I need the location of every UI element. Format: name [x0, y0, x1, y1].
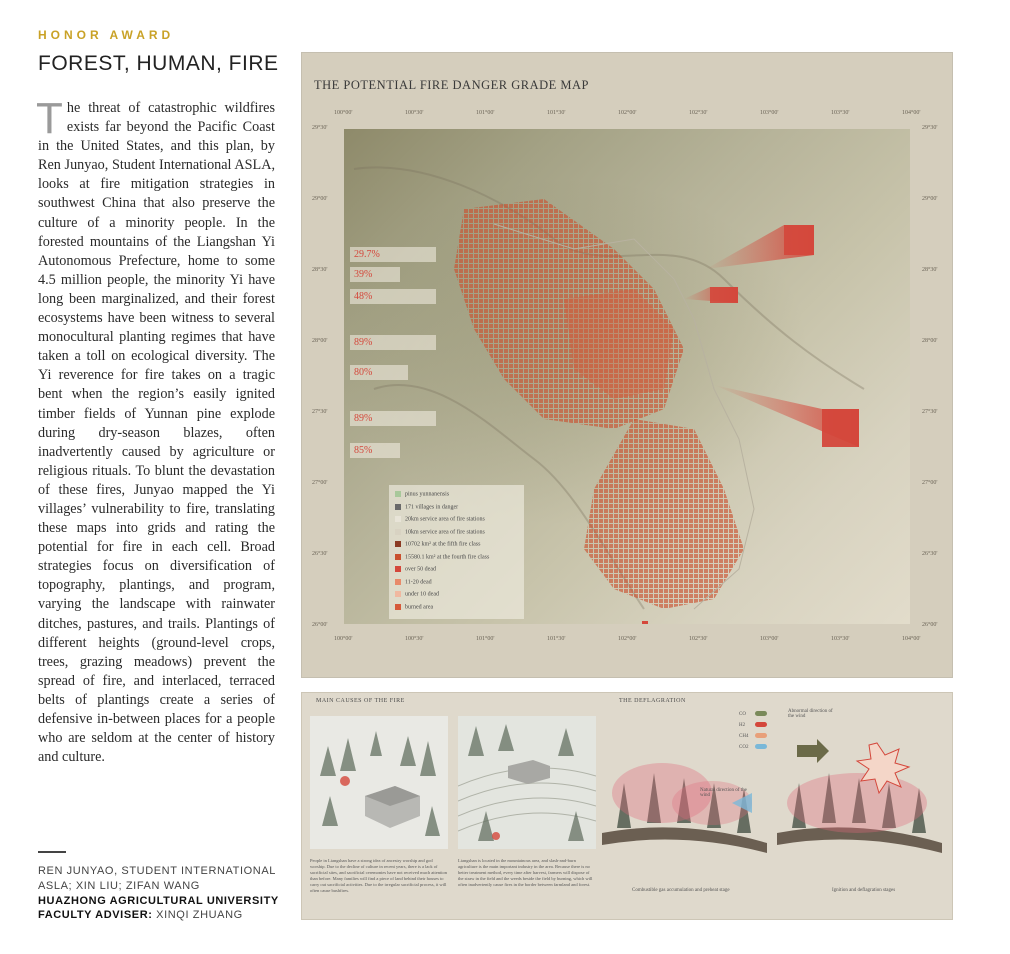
percent-label: 85%	[354, 445, 373, 456]
latitude-tick: 29°30'	[312, 125, 328, 131]
article-body	[36, 94, 275, 767]
legend-item	[395, 554, 489, 560]
legend-swatch	[395, 529, 401, 535]
credits-line-2: ASLA; XIN LIU; ZIFAN WANG	[38, 879, 200, 892]
legend-swatch	[395, 566, 401, 572]
legend-swatch	[395, 516, 401, 522]
deflagration-illustration	[777, 723, 942, 883]
legend-swatch	[395, 541, 401, 547]
latitude-tick: 26°00'	[922, 622, 938, 628]
longitude-tick: 102°00'	[618, 110, 637, 116]
latitude-tick: 29°00'	[312, 196, 328, 202]
article-body-text: he threat of catastrophic wildfires exists far beyond the Pacific Coast in the United States, and this plan, by Ren Junyao, Student International ASLA, looks at fire mitigation strategies in southwest China that also preserve the culture of a minority people. In the forested mountains of the Liangshan Yi Autonomous Prefecture, home to some 4.5 million people, the minority Yi have long been marginalized, and their forest ecosystems have been witness to several monocultural planting regimes that have taken a toll on ecological diversity. The Yi reverence for fire takes on a tragic bent when the region’s easily ignited timber fields of Yunnan pine explode during dry-season blazes, often inadvertently caused by agriculture or religious rituals. To blunt the devastation of these fires, Junyao mapped the Yi villages’ vulnerability to fire, translating these maps into grids and rating the potential for fire in each cell. Broad strategies focus on diversification of topography, plantings, and program, varying the landscape with rainwater ditches, pastures, and trails. Plantings of different heights (ground-level crops, trees, grazing meadows) prevent the spread of fire, and interlaced, terraced belts of plantings create a series of defensive in-between places for a people who are seldom at the center of history and culture.	[38, 100, 275, 766]
stage-2-caption: Ignition and deflagration stages	[832, 888, 896, 893]
longitude-tick: 101°30'	[547, 110, 566, 116]
gas-swatch	[755, 711, 767, 716]
legend-item	[395, 516, 485, 522]
legend-item	[395, 504, 458, 510]
longitude-tick: 103°30'	[831, 636, 850, 642]
drop-cap: T	[36, 94, 63, 143]
legend-item	[395, 491, 449, 497]
legend-label: 15580.1 km² at the fourth fire class	[405, 553, 490, 560]
legend-swatch	[395, 591, 401, 597]
percent-label: 89%	[354, 337, 373, 348]
causes-label: MAIN CAUSES OF THE FIRE	[316, 698, 405, 704]
credits-adviser	[38, 908, 288, 923]
latitude-tick: 28°00'	[922, 338, 938, 344]
credits-divider	[38, 851, 66, 853]
abnormal-wind-label: Abnormal direction of the wind	[788, 709, 833, 719]
award-kicker: HONOR AWARD	[38, 28, 175, 42]
percent-bar	[350, 247, 436, 262]
legend-item	[395, 604, 433, 610]
map-title: THE POTENTIAL FIRE DANGER GRADE MAP	[314, 78, 590, 92]
longitude-tick: 100°00'	[334, 110, 353, 116]
fire-causes-panel	[301, 692, 953, 920]
latitude-tick: 27°30'	[312, 409, 328, 415]
legend-item	[395, 591, 439, 597]
percent-bar	[350, 365, 408, 380]
latitude-tick: 29°00'	[922, 196, 938, 202]
beam-bottom-block	[822, 409, 859, 447]
longitude-tick: 103°00'	[760, 110, 779, 116]
longitude-tick: 101°00'	[476, 110, 495, 116]
legend-label: under 10 dead	[405, 591, 439, 598]
terrain-map	[344, 129, 910, 624]
percent-label: 39%	[354, 269, 373, 280]
gas-legend-item	[739, 722, 767, 728]
longitude-tick: 102°30'	[689, 110, 708, 116]
gas-name: CH4	[739, 733, 749, 739]
gas-legend-item	[739, 733, 767, 739]
legend-swatch	[395, 604, 401, 610]
latitude-tick: 28°30'	[312, 267, 328, 273]
latitude-tick: 27°00'	[922, 480, 938, 486]
credits	[38, 864, 288, 923]
beam-top-block	[784, 225, 814, 255]
percent-label: 48%	[354, 291, 373, 302]
longitude-tick: 102°00'	[618, 636, 637, 642]
longitude-tick: 103°00'	[760, 636, 779, 642]
gas-legend-item	[739, 711, 767, 717]
longitude-tick: 101°00'	[476, 636, 495, 642]
longitude-tick: 100°30'	[405, 110, 424, 116]
legend-item	[395, 529, 485, 535]
percent-label: 80%	[354, 367, 373, 378]
gas-name: CO2	[739, 744, 749, 750]
latitude-tick: 26°30'	[312, 551, 328, 557]
legend-label: 20km service area of fire stations	[405, 516, 485, 523]
legend-label: 11-20 dead	[405, 578, 432, 585]
article-title: FOREST, HUMAN, FIRE	[38, 52, 279, 75]
percent-bar	[350, 335, 436, 350]
longitude-tick: 101°30'	[547, 636, 566, 642]
legend-label: 171 villages in danger	[405, 503, 459, 510]
legend-swatch	[395, 491, 401, 497]
legend-swatch	[395, 504, 401, 510]
longitude-tick: 100°30'	[405, 636, 424, 642]
credits-university: HUAZHONG AGRICULTURAL UNIVERSITY	[38, 894, 279, 907]
fire-danger-map-panel	[301, 52, 953, 678]
map-legend	[389, 485, 524, 619]
caption-slash-burn: Liangshan is located in the mountainous area, and slash-and-burn agriculture is the main important industry in the area. Because there is no better treatment method, every time after harvest, farmers will dispose of the straw in the field and the weeds beside the field by burning, which will often inadvertently cause fires in the border between farmland and forest.	[458, 858, 593, 887]
percent-bar	[350, 443, 400, 458]
longitude-tick: 104°00'	[902, 110, 921, 116]
caption-ritual: People in Liangshan have a strong idea of ancestry worship and god worship. Due to the decline of culture in recent years, there is a lack of sacrificial sites, and sacrificial ceremonies have not received much attention than before. Many families will find a piece of land behind their houses to carry out sacrificial activities. Due to the irregular sacrificial process, it will often cause bushfires.	[310, 858, 447, 893]
longitude-tick: 102°30'	[689, 636, 708, 642]
latitude-tick: 29°30'	[922, 125, 938, 131]
legend-item	[395, 579, 432, 585]
gas-name: CO	[739, 711, 746, 717]
longitude-tick: 100°00'	[334, 636, 353, 642]
gas-name: H2	[739, 722, 746, 728]
legend-item	[395, 541, 480, 547]
longitude-tick: 103°30'	[831, 110, 850, 116]
legend-label: 10km service area of fire stations	[405, 528, 485, 535]
natural-wind-label: Natural direction of the wind	[700, 788, 747, 798]
stage-1-caption: Combustible gas accumulation and preheat stage	[632, 888, 730, 893]
gas-swatch	[755, 733, 767, 738]
beam-middle-block	[710, 287, 738, 303]
legend-label: 10702 km² at the fifth fire class	[405, 541, 481, 548]
southern-tip-marker	[642, 621, 648, 624]
percent-bar	[350, 267, 400, 282]
percent-bar	[350, 411, 436, 426]
deflagration-label: THE DEFLAGRATION	[619, 698, 686, 704]
gas-swatch	[755, 744, 767, 749]
latitude-tick: 28°00'	[312, 338, 328, 344]
legend-swatch	[395, 579, 401, 585]
legend-swatch	[395, 554, 401, 560]
danger-region-south	[584, 419, 744, 609]
latitude-tick: 27°30'	[922, 409, 938, 415]
adviser-name: XINQI ZHUANG	[156, 909, 243, 922]
slash-and-burn-illustration	[458, 716, 596, 849]
latitude-tick: 26°00'	[312, 622, 328, 628]
percent-label: 89%	[354, 413, 373, 424]
adviser-label: FACULTY ADVISER:	[38, 909, 153, 922]
latitude-tick: 26°30'	[922, 551, 938, 557]
legend-label: pinus yunnanensis	[405, 491, 450, 498]
legend-label: burned area	[405, 603, 434, 610]
longitude-tick: 104°00'	[902, 636, 921, 642]
gas-swatch	[755, 722, 767, 727]
legend-item	[395, 566, 436, 572]
credits-line-1: REN JUNYAO, STUDENT INTERNATIONAL	[38, 865, 276, 877]
ritual-fire-illustration	[310, 716, 448, 849]
percent-label: 29.7%	[354, 249, 380, 260]
latitude-tick: 28°30'	[922, 267, 938, 273]
latitude-tick: 27°00'	[312, 480, 328, 486]
gas-legend-item	[739, 744, 767, 750]
percent-bar	[350, 289, 436, 304]
legend-label: over 50 dead	[405, 566, 436, 573]
